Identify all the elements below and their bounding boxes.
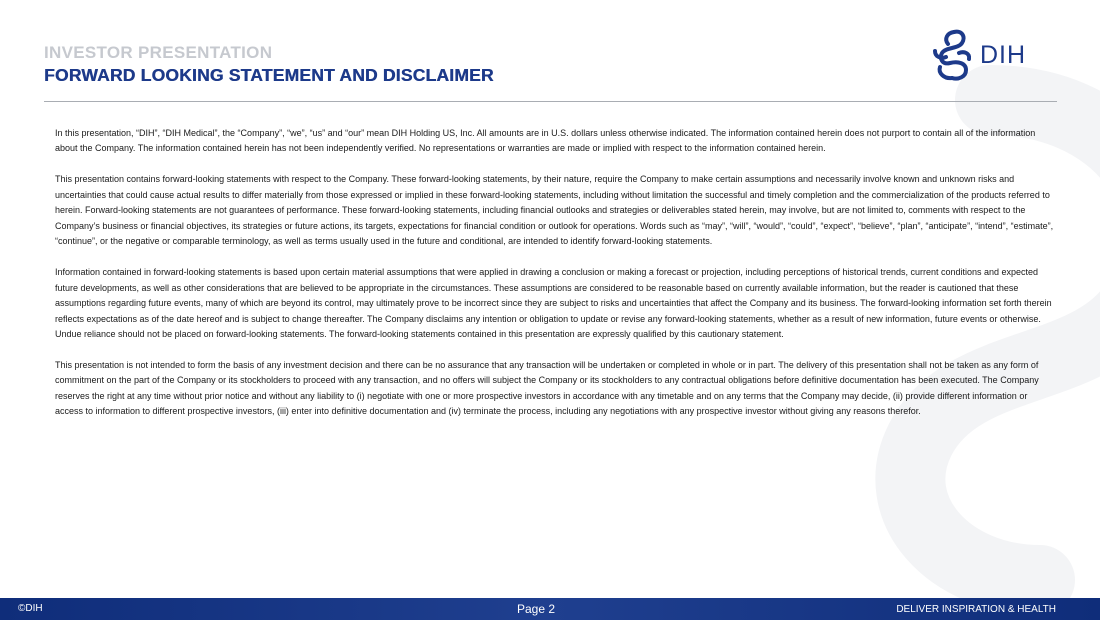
- footer-bar: [0, 598, 1100, 620]
- footer-copyright: ©DIH: [18, 603, 43, 614]
- brand-logo: [932, 27, 1026, 83]
- page-number: Page 2: [517, 602, 556, 616]
- logo-text: DIH: [980, 40, 1027, 69]
- header: [44, 42, 494, 86]
- page-title: FORWARD LOOKING STATEMENT AND DISCLAIMER: [44, 65, 494, 85]
- disclaimer-body: [55, 126, 1055, 435]
- paragraph: This presentation contains forward-looking statements with respect to the Company. These forward-looking statements, by their nature, require the Company to make certain assumptions and necessarily involve known and unknown risks and uncertainties that could cause actual results to differ materially from those expressed or implied in these forward-looking statements, including without limitation the successful and timely completion and the commercialization of the products referred to herein. Forward-looking statements are not guarantees of performance. These forward-looking statements, including financial outlooks and strategies or deliverables stated herein, may involve, but are not limited to, comments with respect to the Company’s business or financial objectives, its strategies or future actions, its targets, expectations for financial condition or outlook for operations. Words such as “may”, “will”, “would”, “could”, “expect”, “believe”, “plan”, “anticipate”, “intend”, “estimate”, “continue”, or the negative or comparable terminology, as well as terms usually used in the future and conditional, are intended to identify forward-looking statements.: [55, 174, 1054, 247]
- dih-logo-icon: [932, 27, 972, 83]
- header-divider: [44, 101, 1057, 102]
- paragraph: This presentation is not intended to form the basis of any investment decision and there can be no assurance that any transaction will be undertaken or completed in whole or in part. The delivery of this presentation shall not be taken as any form of commitment on the part of the Company or its stockholders to proceed with any transaction, and no offers will subject the Company or its stockholders to any contractual obligations before definitive documentation has been executed. The Company reserves the right at any time without prior notice and without any liability to (i) negotiate with one or more prospective investors in accordance with any timetable and on any terms that the Company may decide, (ii) provide different information or access to information to different prospective investors, (iii) enter into definitive documentation and (iv) terminate the process, including any negotiations with any prospective investor without giving any reasons therefor.: [55, 359, 1039, 417]
- footer-tagline: DELIVER INSPIRATION & HEALTH: [896, 604, 1056, 615]
- section-kicker: INVESTOR PRESENTATION: [44, 43, 273, 62]
- paragraph: Information contained in forward-looking statements is based upon certain material assumptions that were applied in drawing a conclusion or making a forecast or projection, including perceptions of historical trends, current conditions and expected future developments, as well as other considerations that are believed to be appropriate in the circumstances. These assumptions are considered to be reasonable based on currently available information, but the reader is cautioned that these assumptions regarding future events, many of which are beyond its control, may ultimately prove to be incorrect since they are subject to risks and uncertainties that affect the Company and its business. The forward-looking information set forth therein reflects expectations as of the date hereof and is subject to change thereafter. The Company disclaims any intention or obligation to update or revise any forward-looking statements, whether as a result of new information, future events or otherwise. Undue reliance should not be placed on forward-looking statements. The forward-looking statements contained in this presentation are expressly qualified by this cautionary statement.: [55, 267, 1052, 339]
- paragraph: In this presentation, “DIH”, “DIH Medical”, the “Company”, “we”, “us” and “our” mean DIH Holding US, Inc. All amounts are in U.S. dollars unless otherwise indicated. The information contained herein does not purport to contain all of the information about the Company. The information contained herein has not been independently verified. No representations or warranties are made or implied with respect to the information contained herein.: [55, 128, 1036, 154]
